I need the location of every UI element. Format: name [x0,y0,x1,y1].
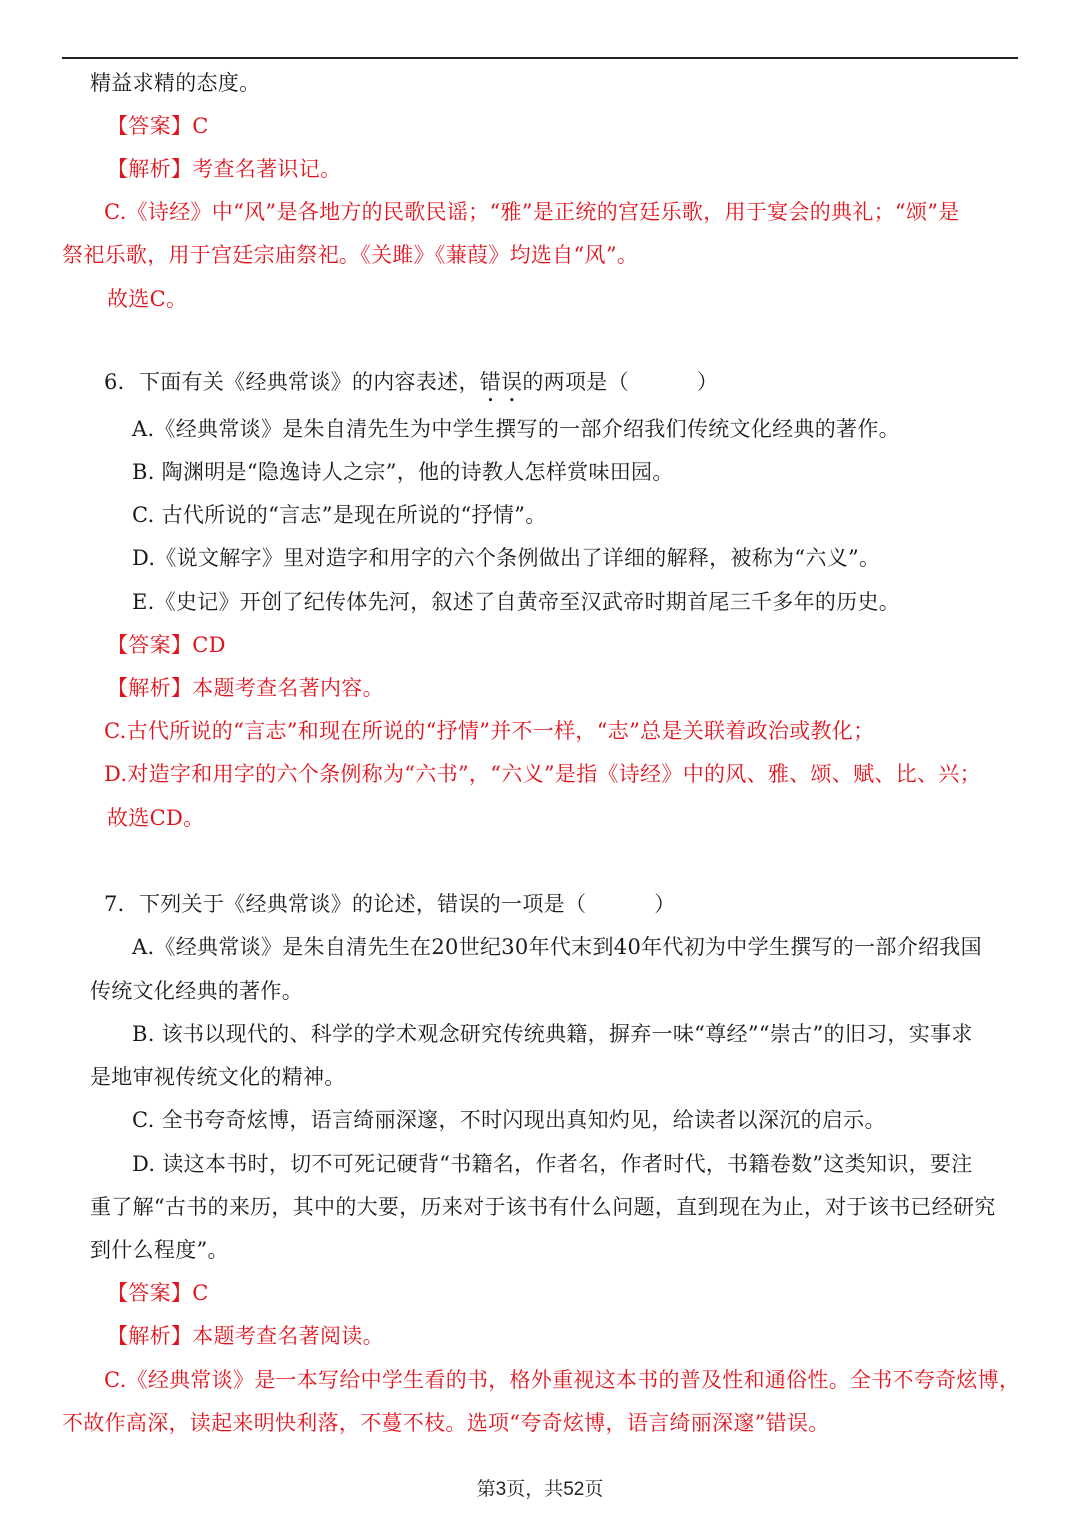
option-b: B. 该书以现代的、科学的学术观念研究传统典籍，摒弃一味“尊经”“崇古”的旧习，实事求 [132,1022,973,1046]
option-d-cont: 重了解“古书的来历，其中的大要，历来对于该书有什么问题，直到现在为止，对于该书已经研究 [90,1195,996,1219]
conclusion: 故选CD。 [107,806,205,830]
continued-text: 精益求精的态度。 [90,71,261,95]
option-b-cont: 是地审视传统文化的精神。 [90,1065,346,1089]
emphasis-text: 错误 [479,370,523,394]
option-a: A.《经典常谈》是朱自清先生为中学生撰写的一部介绍我们传统文化经典的著作。 [132,417,900,441]
option-c: C. 古代所说的“言志”是现在所说的“抒情”。 [132,503,547,527]
option-c: C. 全书夸奇炫博，语言绮丽深邃，不时闪现出真知灼见，给读者以深沉的启示。 [132,1108,886,1132]
header-rule [62,57,1018,59]
explanation-line: D.对造字和用字的六个条例称为“六书”，“六义”是指《诗经》中的风、雅、颂、赋、比、兴； [104,762,981,786]
conclusion: 故选C。 [107,287,188,311]
question-7-stem: 7．下列关于《经典常谈》的论述，错误的一项是（ ） [104,892,676,916]
answer-label: 【答案】C [107,1281,209,1305]
page-number: 第3页，共52页 [476,1479,604,1500]
option-d: D. 读这本书时，切不可死记硬背“书籍名，作者名，作者时代，书籍卷数”这类知识，要注 [132,1152,973,1176]
analysis-label: 【解析】本题考查名著阅读。 [107,1324,384,1348]
answer-label: 【答案】CD [107,633,226,657]
option-d-cont: 到什么程度”。 [90,1238,229,1262]
explanation-line: C.《诗经》中“风”是各地方的民歌民谣；“雅”是正统的宫廷乐歌，用于宴会的典礼；“颂”是 [104,200,960,224]
analysis-label: 【解析】考查名著识记。 [107,157,342,181]
option-a-cont: 传统文化经典的著作。 [90,979,303,1003]
explanation-line: 不故作高深，读起来明快利落，不蔓不枝。选项“夸奇炫博，语言绮丽深邃”错误。 [62,1411,830,1435]
option-b: B. 陶渊明是“隐逸诗人之宗”，他的诗教人怎样赏味田园。 [132,460,674,484]
option-d: D.《说文解字》里对造字和用字的六个条例做出了详细的解释，被称为“六义”。 [132,546,881,570]
option-e: E.《史记》开创了纪传体先河，叙述了自黄帝至汉武帝时期首尾三千多年的历史。 [132,590,901,614]
explanation-line: C.《经典常谈》是一本写给中学生看的书，格外重视这本书的普及性和通俗性。全书不夸奇炫博， [104,1368,1021,1392]
option-a: A.《经典常谈》是朱自清先生在20世纪30年代末到40年代初为中学生撰写的一部介绍我国 [132,935,982,959]
answer-label: 【答案】C [107,114,209,138]
analysis-label: 【解析】本题考查名著内容。 [107,676,384,700]
question-6-stem: 6．下面有关《经典常谈》的内容表述，错误的两项是（ ） [104,370,719,394]
explanation-line: 祭祀乐歌，用于宫廷宗庙祭祀。《关雎》《蒹葭》均选自“风”。 [62,243,639,267]
explanation-line: C.古代所说的“言志”和现在所说的“抒情”并不一样，“志”总是关联着政治或教化； [104,719,875,743]
